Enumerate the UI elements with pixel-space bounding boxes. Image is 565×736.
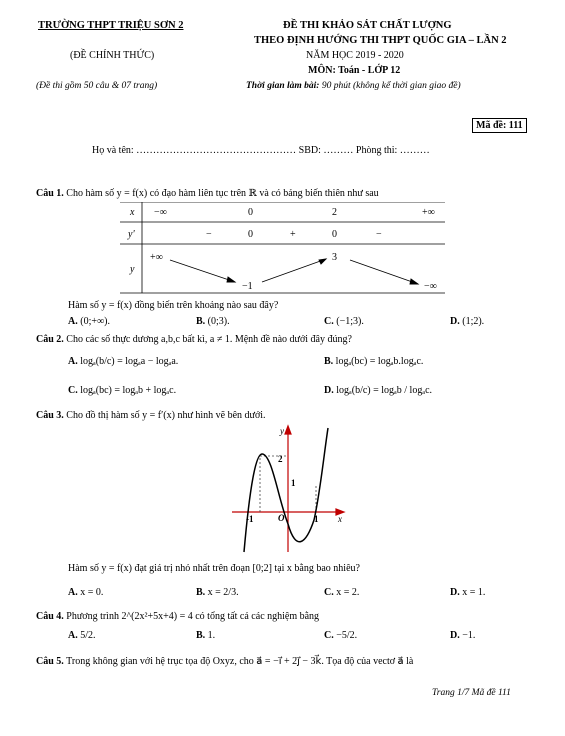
x-axis-label: x [338,514,342,524]
option-text: (1;2). [462,316,485,327]
time-label: Thời gian làm bài: [246,81,320,91]
variation-table [120,202,445,294]
option-d[interactable] [450,587,485,598]
question-1 [36,188,379,199]
exam-subtitle: THEO ĐỊNH HƯỚNG THI THPT QUỐC GIA – LẦN 2 [254,35,507,46]
option-a[interactable] [68,316,110,327]
option-letter: C. [324,587,334,598]
table-y-value: 3 [332,252,337,263]
graph-label: -1 [246,514,254,524]
question-text: Cho các số thực dương a,b,c bất kì, a ≠ 1. Mệnh đề nào dưới đây đúng? [66,334,352,345]
question-label: Câu 5. [36,656,64,667]
page-footer: Trang 1/7 Mã đề 111 [432,688,511,698]
question-text: Trong không gian với hệ trục tọa độ Oxyz, cho a⃗ = −i⃗ + 2j⃗ − 3k⃗. Tọa độ của vectơ a⃗ là [66,656,414,667]
option-c[interactable] [324,587,359,598]
option-letter: D. [450,587,460,598]
arrow-head [319,259,326,264]
question-4 [36,611,319,622]
option-text: logₐ(b/c) = logₐa − logₐa. [80,356,179,367]
option-letter: D. [450,630,460,641]
school-year: NĂM HỌC 2019 - 2020 [306,50,404,61]
question-text: Cho hàm số y = f(x) có đạo hàm liên tục trên ℝ và có bảng biến thiên như sau [66,188,379,199]
option-text: 1. [207,630,216,641]
candidate-info-line: Họ và tên: ………………………………………… SBD: ……… Phòng thi: ……… [92,145,430,156]
option-text: x = 0. [80,587,104,598]
option-letter: B. [196,316,206,327]
option-d[interactable] [450,316,484,327]
option-text: (−1;3). [336,316,364,327]
decreasing-arrow [170,260,235,282]
option-letter: A. [68,587,78,598]
table-sign: 0 [248,229,253,240]
table-x-value: 2 [332,207,337,218]
option-letter: B. [324,356,334,367]
arrow-head [227,277,235,282]
option-text: logₐ(bc) = logₐb + logₐc. [80,385,177,396]
option-d[interactable] [450,630,475,641]
option-letter: B. [196,630,206,641]
option-a[interactable] [68,356,178,367]
question-2 [36,334,352,345]
question-1-ask: Hàm số y = f(x) đồng biến trên khoảng nào sau đây? [68,300,279,311]
school-name: TRƯỜNG THPT TRIỆU SƠN 2 [38,20,184,31]
question-3-ask: Hàm số y = f(x) đạt giá trị nhỏ nhất trên đoạn [0;2] tại x bằng bao nhiêu? [68,563,360,574]
option-d[interactable] [324,385,432,396]
table-x-value: −∞ [154,207,167,218]
official-label: (ĐỀ CHÍNH THỨC) [70,50,155,61]
option-text: −5/2. [336,630,358,641]
graph-label: 2 [278,454,283,464]
question-label: Câu 3. [36,410,64,421]
option-text: (0;3). [207,316,230,327]
option-b[interactable] [196,316,230,327]
option-a[interactable] [68,630,96,641]
option-a[interactable] [68,587,103,598]
question-label: Câu 1. [36,188,64,199]
option-letter: B. [196,587,206,598]
option-letter: A. [68,356,78,367]
graph-label: 1 [314,514,319,524]
derivative-curve [244,428,328,552]
arrow-head [410,279,418,284]
table-sign: − [376,229,382,240]
time-line [246,81,461,91]
option-letter: A. [68,630,78,641]
derivative-graph [228,424,348,556]
option-c[interactable] [324,630,357,641]
option-letter: C. [68,385,78,396]
table-y-value: −1 [242,281,253,292]
question-5 [36,656,413,667]
table-x-label: x [130,207,135,218]
option-b[interactable] [196,630,215,641]
pages-note: (Đề thi gồm 50 câu & 07 trang) [36,81,158,91]
table-x-value: +∞ [422,207,435,218]
option-text: 5/2. [80,630,96,641]
table-yprime-label: y' [128,229,135,240]
increasing-arrow [262,259,326,282]
question-text: Phương trình 2^(2x²+5x+4) = 4 có tổng tất cả các nghiệm bằng [66,611,320,622]
option-text: logₐ(b/c) = logₐb / logₐc. [336,385,433,396]
option-letter: A. [68,316,78,327]
option-text: x = 1. [462,587,486,598]
question-label: Câu 4. [36,611,64,622]
exam-code-box: Mã đề: 111 [472,118,527,133]
option-b[interactable] [196,587,239,598]
option-letter: C. [324,630,334,641]
table-sign: 0 [332,229,337,240]
option-c[interactable] [68,385,176,396]
option-letter: D. [450,316,460,327]
question-text: Cho đồ thị hàm số y = f′(x) như hình vẽ bên dưới. [66,410,266,421]
origin-label: O [278,513,285,523]
decreasing-arrow [350,260,418,284]
option-text: x = 2/3. [207,587,239,598]
subject: MÔN: Toán - LỚP 12 [308,65,401,76]
question-label: Câu 2. [36,334,64,345]
option-c[interactable] [324,316,364,327]
table-sign: − [206,229,212,240]
table-y-value: +∞ [150,252,163,263]
option-text: (0;+∞). [80,316,110,327]
y-axis-label: y [280,426,284,436]
option-text: logₐ(bc) = logₐb.logₐc. [335,356,424,367]
question-3 [36,410,266,421]
option-letter: C. [324,316,334,327]
time-value: 90 phút (không kể thời gian giao đề) [321,81,461,91]
option-b[interactable] [324,356,423,367]
option-letter: D. [324,385,334,396]
table-y-value: −∞ [424,281,437,292]
graph-label: 1 [291,478,296,488]
table-y-label: y [130,264,135,275]
option-text: x = 2. [336,587,360,598]
table-x-value: 0 [248,207,253,218]
y-axis-arrow [285,426,291,434]
option-text: −1. [462,630,476,641]
exam-title: ĐỀ THI KHẢO SÁT CHẤT LƯỢNG [283,20,452,31]
table-sign: + [290,229,296,240]
